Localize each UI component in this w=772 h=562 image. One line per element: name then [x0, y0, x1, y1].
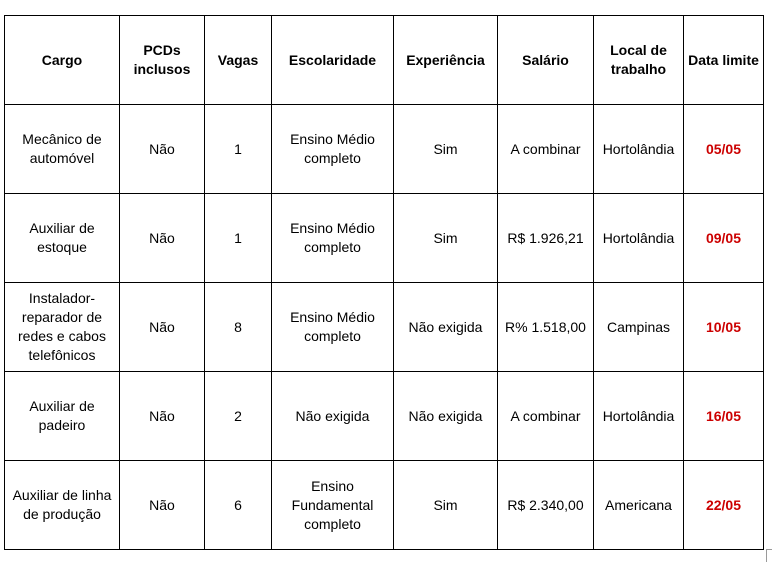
cell-experiencia: Não exigida	[394, 372, 498, 461]
cell-experiencia: Não exigida	[394, 283, 498, 372]
header-experiencia: Experiência	[394, 16, 498, 105]
cell-experiencia: Sim	[394, 105, 498, 194]
cell-cargo: Auxiliar de estoque	[5, 194, 120, 283]
cell-cargo: Auxiliar de linha de produção	[5, 461, 120, 550]
cell-data-limite: 22/05	[684, 461, 764, 550]
cell-experiencia: Sim	[394, 461, 498, 550]
cell-pcds: Não	[120, 461, 205, 550]
cell-escolaridade: Ensino Fundamental completo	[272, 461, 394, 550]
cell-data-limite: 09/05	[684, 194, 764, 283]
cell-escolaridade: Ensino Médio completo	[272, 194, 394, 283]
table-row	[5, 372, 764, 461]
header-cargo: Cargo	[5, 16, 120, 105]
cell-local: Campinas	[594, 283, 684, 372]
cell-cargo: Auxiliar de padeiro	[5, 372, 120, 461]
cell-local: Hortolândia	[594, 194, 684, 283]
cell-local: Americana	[594, 461, 684, 550]
job-listings-table	[4, 15, 764, 550]
cell-vagas: 1	[205, 194, 272, 283]
cell-escolaridade: Ensino Médio completo	[272, 283, 394, 372]
cell-pcds: Não	[120, 372, 205, 461]
table-row	[5, 194, 764, 283]
cell-pcds: Não	[120, 194, 205, 283]
document-corner-mark	[766, 549, 772, 562]
cell-pcds: Não	[120, 105, 205, 194]
header-local: Local de trabalho	[594, 16, 684, 105]
cell-cargo: Instalador-reparador de redes e cabos telefônicos	[5, 283, 120, 372]
table-row	[5, 105, 764, 194]
cell-cargo: Mecânico de automóvel	[5, 105, 120, 194]
header-data: Data limite	[684, 16, 764, 105]
cell-data-limite: 05/05	[684, 105, 764, 194]
cell-data-limite: 16/05	[684, 372, 764, 461]
cell-vagas: 8	[205, 283, 272, 372]
cell-salario: R% 1.518,00	[498, 283, 594, 372]
cell-salario: R$ 2.340,00	[498, 461, 594, 550]
cell-escolaridade: Não exigida	[272, 372, 394, 461]
cell-salario: A combinar	[498, 105, 594, 194]
cell-vagas: 1	[205, 105, 272, 194]
cell-local: Hortolândia	[594, 372, 684, 461]
table-header-row	[5, 16, 764, 105]
cell-vagas: 2	[205, 372, 272, 461]
cell-data-limite: 10/05	[684, 283, 764, 372]
cell-local: Hortolândia	[594, 105, 684, 194]
header-vagas: Vagas	[205, 16, 272, 105]
cell-salario: A combinar	[498, 372, 594, 461]
header-salario: Salário	[498, 16, 594, 105]
cell-escolaridade: Ensino Médio completo	[272, 105, 394, 194]
cell-salario: R$ 1.926,21	[498, 194, 594, 283]
cell-vagas: 6	[205, 461, 272, 550]
cell-pcds: Não	[120, 283, 205, 372]
table-row	[5, 283, 764, 372]
header-escolaridade: Escolaridade	[272, 16, 394, 105]
cell-experiencia: Sim	[394, 194, 498, 283]
table-row	[5, 461, 764, 550]
header-pcds: PCDs inclusos	[120, 16, 205, 105]
